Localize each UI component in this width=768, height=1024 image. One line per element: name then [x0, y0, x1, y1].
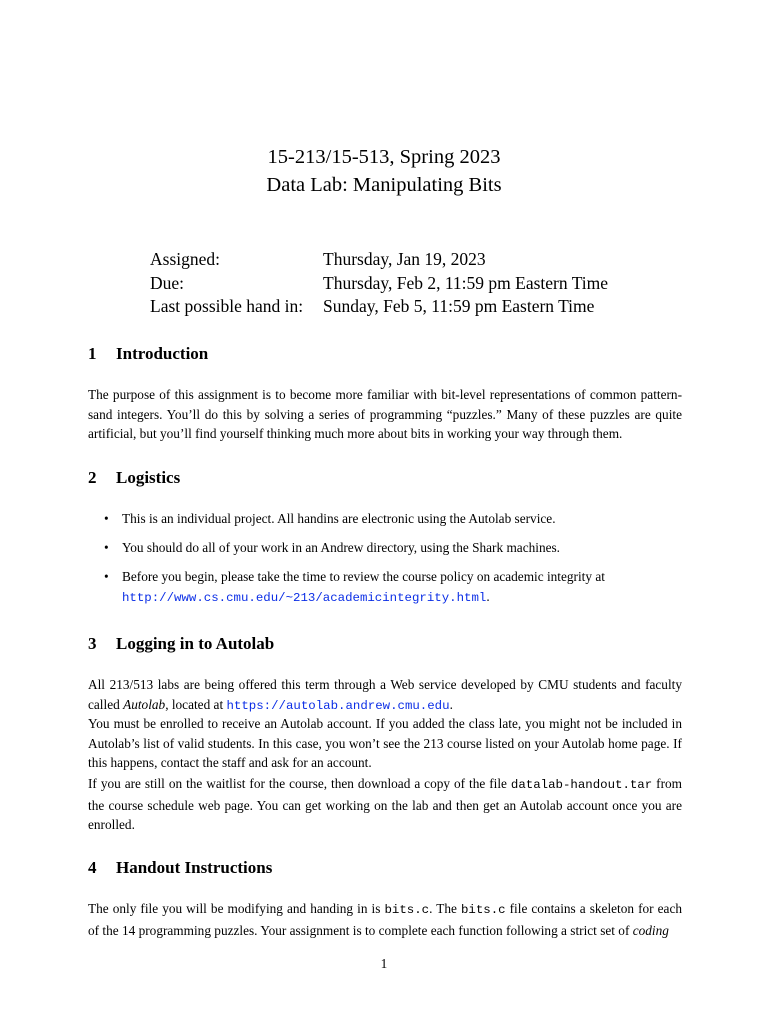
handout-paragraph: The only file you will be modifying and handing in is bits.c. The bits.c file contains a skeleton for each of the 14 programming puzzles. Your assignment is to complete each function following a strict set of coding — [88, 901, 682, 938]
section-title: Logging in to Autolab — [116, 634, 275, 653]
date-row-assigned — [150, 248, 608, 272]
date-row-due — [150, 272, 608, 296]
section-heading-logistics — [88, 468, 180, 488]
handout-filename: datalab-handout.tar — [510, 778, 653, 792]
section-heading-handout — [88, 858, 272, 878]
section-number: 1 — [88, 344, 97, 363]
list-item-text: This is an individual project. All handins are electronic using the Autolab service. — [122, 511, 556, 526]
bits-file-code: bits.c — [384, 903, 430, 917]
section-number: 3 — [88, 634, 97, 653]
date-row-last-handin — [150, 295, 608, 319]
intro-paragraph: The purpose of this assignment is to become more familiar with bit-level representations of common pattern-sand integers. You’ll do this by solving a series of programming “puzzles.” Many of these puzzles are quite artificial, but you’ll find yourself thinking much more about bits in working your way through them. — [88, 387, 682, 441]
section-title: Introduction — [116, 344, 209, 363]
doc-title-lab: Data Lab: Manipulating Bits — [266, 174, 502, 196]
autolab-paragraph-2: You must be enrolled to receive an Autolab account. If you added the class late, you might not be included in Autolab’s list of valid students. In this case, you won’t see the 213 course listed on your Autolab home page. If this happens, contact the staff and ask for an account. — [88, 716, 682, 770]
list-item-text: Before you begin, please take the time to review the course policy on academic integrity at http://www.cs.cmu.edu/~213/academicintegrity.html. — [122, 569, 605, 605]
bits-file-code: bits.c — [460, 903, 506, 917]
bullet-dot: • — [104, 540, 109, 555]
date-value: Thursday, Feb 2, 11:59 pm Eastern Time — [323, 272, 609, 293]
date-label: Last possible hand in: — [150, 296, 304, 316]
doc-title-course: 15-213/15-513, Spring 2023 — [267, 146, 501, 168]
autolab-paragraph-3: If you are still on the waitlist for the course, then download a copy of the file datalab-handout.tar from the course schedule web page. You can get working on the lab and then get an Autolab account once you are enrolled. — [88, 776, 682, 832]
date-label: Assigned: — [150, 249, 220, 269]
autolab-link[interactable]: https://autolab.andrew.cmu.edu — [226, 698, 450, 713]
date-value: Sunday, Feb 5, 11:59 pm Eastern Time — [323, 296, 595, 316]
section-title: Logistics — [116, 468, 181, 487]
section-heading-introduction — [88, 344, 208, 364]
page-number: 1 — [380, 956, 388, 971]
section-number: 2 — [88, 468, 97, 487]
bullet-dot: • — [104, 511, 109, 526]
section-number: 4 — [88, 858, 97, 877]
dates-table — [150, 248, 608, 319]
bullet-dot: • — [104, 569, 109, 584]
academic-integrity-link[interactable]: http://www.cs.cmu.edu/~213/academicintegrity.html — [122, 590, 487, 605]
section-title: Handout Instructions — [116, 858, 273, 877]
date-value: Thursday, Jan 19, 2023 — [323, 249, 486, 269]
date-label: Due: — [150, 272, 185, 293]
section-heading-autolab — [88, 634, 274, 654]
list-item-text: You should do all of your work in an Andrew directory, using the Shark machines. — [122, 540, 560, 555]
autolab-paragraph-1: All 213/513 labs are being offered this term through a Web service developed by CMU students and faculty called Autolab, located at https://autolab.andrew.cmu.edu. — [88, 677, 682, 713]
